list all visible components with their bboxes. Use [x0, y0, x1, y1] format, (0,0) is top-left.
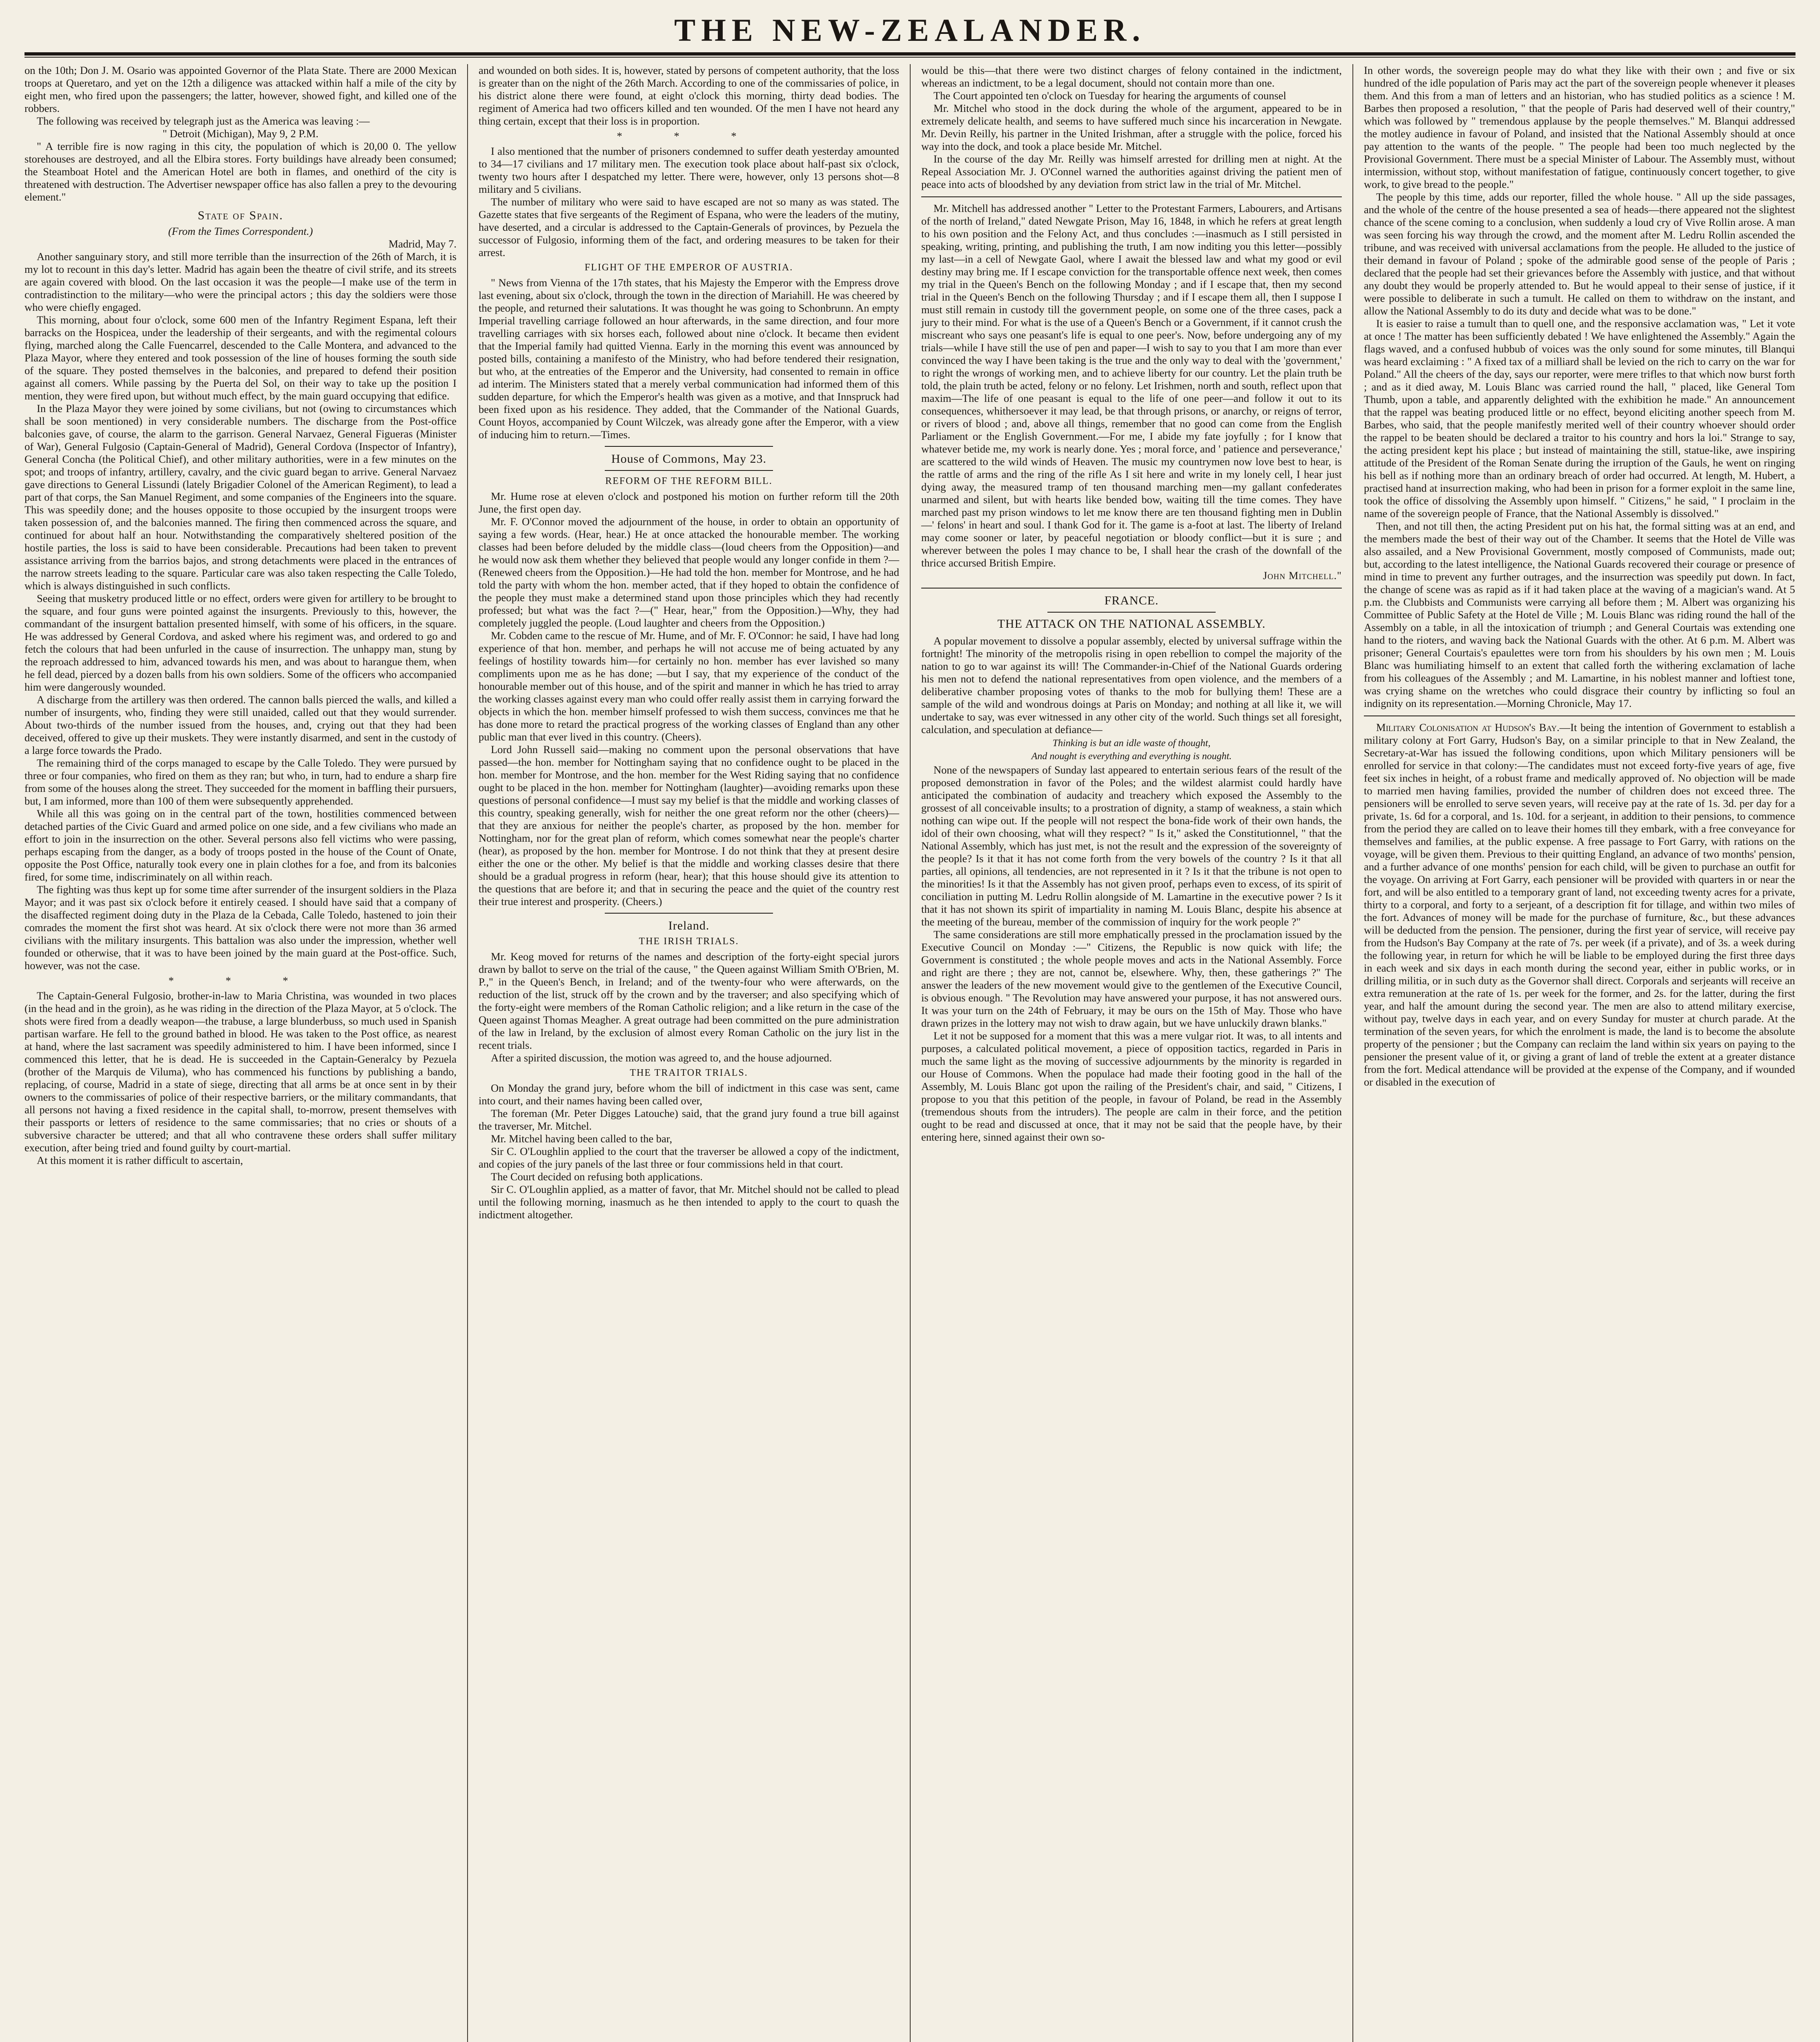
paragraph: The number of military who were said to have escaped are not so many as was stated. The Gazette states that five sergeants of the Regiment of Espana, who were the leaders of the mutiny, have deserted, and a circular is addressed to the Captain-Generals of provinces, by Pezuela the successor of Fulgosio, informing them of the fact, and ordering measures to be taken for their arrest. [479, 196, 899, 259]
dateline: Madrid, May 7. [388, 238, 457, 250]
paragraph: and wounded on both sides. It is, however, stated by persons of competent authority, that the loss is greater than on the night of the 26th March. According to one of the commissaries of police, in his district alone there were found, at eight o'clock this morning, thirty dead bodies. The regiment of America had two officers killed and ten wounded. Of the men I have not heard any thing certain, except that their loss is in proportion. [479, 64, 899, 127]
paragraph: I also mentioned that the number of prisoners condemned to suffer death yesterday amounted to 34—17 civilians and 17 military men. The execution took place about half-past six o'clock, twenty two hours after I despatched my letter. There were, however, only 13 persons shot—8 military and 5 civilians. [479, 145, 899, 195]
paragraph: Seeing that musketry produced little or no effect, orders were given for artillery to be brought to the square, and four guns were pointed against the insurgents. Previously to this, however, the commandant of the insurgent battalion presented himself, with some of his officers, in the square. He was addressed by General Cordova, and asked where his regiment was, and ordered to go and fetch the colours that had been unfurled in the cause of insurrection. The unhappy man, stung by the reproach addressed to him, advanced towards his men, and was about to harangue them, when he fell dead, pierced by a dozen balls from his own soldiers. Some of the officers who accompanied him were dangerously wounded. [25, 592, 457, 693]
paragraph: " News from Vienna of the 17th states, that his Majesty the Emperor with the Empress drove last evening, about six o'clock, through the town in the direction of Mariahill. He was cheered by the people, and returned their salutations. It was thought he was going to Schonbrunn. An empty Imperial travelling carriage followed an hour afterwards, in the same direction, and four more travelling carriages with six horses each, followed about nine o'clock. It became then evident that the Imperial family had quitted Vienna. Early in the morning this event was announced by posted bills, containing a manifesto of the Ministry, who had before tendered their resignation, but who, at the entreaties of the Emperor and the University, had consented to remain in office ad interim. The Ministers stated that a merely verbal communication had informed them of this sudden departure, for which the Emperor's health was given as a motive, and that Innspruck had been fixed upon as his residence. They added, that the Commander of the National Guards, Count Hoyos, accompanied by Count Wilczek, was already gone after the Emperor, with a view of inducing him to return.—Times. [479, 276, 899, 441]
section-rule [921, 588, 1342, 589]
columns [25, 64, 1795, 2042]
dateline: " Detroit (Michigan), May 9, 2 P.M. [163, 127, 319, 140]
paragraph: Mr. Keog moved for returns of the names and description of the forty-eight special jurors drawn by ballot to serve on the trial of the cause, " the Queen against William Smith O'Brien, M. P.," in the Queen's Bench, in Ireland; and of the twenty-four who were afterwards, on the reduction of the list, struck off by the crown and by the traverser; and also specifying which of the forty-eight were members of the Roman Catholic religion; and a like return in the case of the Queen against Thomas Meagher. A great outrage had been committed on the pure administration of the law in Ireland, by the exclusion of almost every Roman Catholic on the jury list in the recent trials. [479, 950, 899, 1051]
section-subheading: REFORM OF THE REFORM BILL. [605, 476, 773, 486]
paragraph: Then, and not till then, the acting President put on his hat, the formal sitting was at an end, and the members made the best of their way out of the Chamber. It seems that the Hotel de Ville was also assailed, and a New Provisional Government, mostly composed of Communists, made out; but, according to the latest intelligence, the National Guards recovered their courage or presence of mind in time to prevent any further outrages, and the insurrection was speedily put down. In fact, the change of scene was as rapid as if it had taken place at the waving of a magician's wand. At 5 p.m. the Clubbists and Communists were carrying all before them ; M. Albert was organizing his Committee of Public Safety at the Hotel de Ville ; M. Louis Blanc was riding round the hall of the Assembly on a table, in all the intoxication of triumph ; and General Courtais was extending one hand to the rioters, and waving back the National Guards with the other. At 6 p.m. M. Albert was prisoner; General Courtais's epaulettes were torn from his shoulders by his own men ; M. Louis Blanc was humiliating himself to an extent that called forth the withering exclamation of lache from his colleagues of the Assembly ; and M. Lamartine, in his noblest manner and loftiest tone, was crying shame on the wretches who could disgrace their country by inflicting so foul an indignity on its representation.—Morning Chronicle, May 17. [1364, 520, 1795, 709]
stars-separator: * * * [168, 974, 313, 987]
paragraph: Mr. F. O'Connor moved the adjournment of the house, in order to obtain an opportunity of saying a few words. (Hear, hear.) He at once attacked the honourable member. The working classes had been before deluded by the middle class—(loud cheers from the Opposition)—and he would now ask them whether they believed that people would any longer confide in them ?—(Renewed cheers from the Opposition.)—He had told the hon. member for Montrose, and he had told the party with whom the hon. member acted, that if they hoped to obtain the confidence of the people they must make a determined stand upon those principles which they had recently professed; but what was the fact ?—(" Hear, hear," from the Opposition.)—Why, they had completely juggled the people. (Loud laughter and cheers from the Opposition.) [479, 515, 899, 629]
article-title: THE ATTACK ON THE NATIONAL ASSEMBLY. [997, 617, 1266, 631]
masthead-rule-thin [25, 57, 1795, 58]
paragraph: on the 10th; Don J. M. Osario was appointed Governor of the Plata State. There are 2000 Mexican troops at Queretaro, and yet on the 12th a diligence was attacked within half a mile of the city by eight men, who fired upon the passengers; the latter, however, showed fight, and killed one of the robbers. [25, 64, 457, 114]
section-subheading: THE TRAITOR TRIALS. [630, 1068, 748, 1078]
paragraph: In the Plaza Mayor they were joined by some civilians, but not (owing to circumstances which shall be soon mentioned) in very considerable numbers. The discharge from the Post-office balconies gave, of course, the alarm to the garrison. General Narvaez, General Figueras (Minister of War), General Fulgosio (Captain-General of Madrid), General Cordova (Inspector of Infantry), General Concha (the Political Chief), and other military authorities, were in a few minutes on the spot; and troops of infantry, artillery, cavalry, and the civic guard began to arrive. General Narvaez gave directions to General Lissundi (lately Brigadier Colonel of the American Regiment), to lead a part of that corps, the San Manuel Regiment, and some companies of the Engineers into the square. This was speedily done; and the houses opposite to those occupied by the insurgent troops were taken possession of, and the balconies manned. The firing then commenced across the square, and continued for about half an hour. Notwithstanding the comparatively sheltered position of the hostile parties, the loss is said to have been considerable. Precautions had been taken to prevent assistance arriving from the barrios bajos, and strong detachments were placed in the entrances of the narrow streets leading to the square. Particular care was also taken respecting the Calle Toledo, which is always distinguished in such conflicts. [25, 402, 457, 592]
column-1 [25, 64, 467, 2042]
paragraph: would be this—that there were two distinct charges of felony contained in the indictment, whereas an indictment, to be a legal document, should not contain more than one. [921, 64, 1342, 89]
paragraph: After a spirited discussion, the motion was agreed to, and the house adjourned. [491, 1052, 832, 1064]
paragraph: The same considerations are still more emphatically pressed in the proclamation issued by the Executive Council on Monday :—" Citizens, the Republic is now quick with life; the Government is constituted ; the whole people moves and acts in the National Assembly. Force and right are there ; they are not, cannot be, elsewhere. Why, then, these gatherings ?" The answer the leaders of the new movement would give to the gentlemen of the Executive Council, is obvious enough. " The Revolution may have answered your purpose, it has not answered ours. It was your turn on the 24th of February, it may be ours on the 15th of May. Those who have drawn prizes in the lottery may not wish to draw again, but we have unluckily drawn blanks." [921, 928, 1342, 1029]
paragraph: In other words, the sovereign people may do what they like with their own ; and five or six hundred of the idle population of Paris may act the part of the sovereign people whenever it pleases them. And this from a man of letters and an historian, who has studied politics as a science ! M. Barbes then proposed a resolution, " that the people of Paris had deserved well of their country," which was followed by " tremendous applause by the people themselves." M. Blanqui addressed the motley audience in favour of Poland, and insisted that the National Assembly should at once pay attention to the wants of the people. " The people had been too much neglected by the Provisional Government. There must be a special Minister of Labour. The Assembly must, without intermission, without stop, without manifestation of fatigue, continuously concert together, to give work, to give bread to the people." [1364, 64, 1795, 190]
paragraph: Sir C. O'Loughlin applied to the court that the traverser be allowed a copy of the indictment, and copies of the jury panels of the last three or four commissions held in that court. [479, 1145, 899, 1170]
section-rule [605, 446, 773, 447]
quote-line: Thinking is but an idle waste of thought, [1052, 738, 1211, 749]
paragraph: Mr. Mitchell has addressed another " Letter to the Protestant Farmers, Labourers, and Artisans of the north of Ireland," dated Newgate Prison, May 16, 1848, in which he refers at great length to his own position and the Felony Act, and thus concludes :—inasmuch as I still persisted in speaking, writing, printing, and publishing the truth, I am now inditing you this letter—possibly my last—in a cell of Newgate Gaol, where I await the blessed law and what my good or evil destiny may bring me. If I escape conviction for the transportable offence next week, then comes my trial in the Queen's Bench on the following Monday ; and if I escape that, then my second trial in the Queen's Bench on the following Thursday ; and if I escape them all, then I suppose I must still remain in custody till the government people, on some one of the three cases, pack a jury to their mind. For what is the use of a Queen's Bench or a Government, if it cannot crush the miscreant who says one peasant's life is equal to one peer's. Now, before undergoing any of my trials—while I have still the use of pen and paper—I wish to say to you that I am more than ever convinced the way I have been taking is the true and the only way to deal with the 'government,' to right the wrongs of working men, and to achieve liberty for our country. Let the plain truth be told, the plain truth be acted, felony or no felony. Let Irishmen, north and south, reflect upon that maxim—The life of one peasant is equal to the life of one peer—and follow it out to its consequences, whithersoever it may lead, be that through prisons, or anarchy, or reigns of terror, or rivers of blood ; and, above all things, remember that no good can come from the English Parliament or the English Government.—For me, I abide my fate joyfully ; for I know that whatever betide me, my work is nearly done. Yes ; moral force, and ' patience and perseverance,' are scattered to the wild winds of Heaven. The music my countrymen now love best to hear, is the rattle of arms and the ring of the rifle As I sit here and write in my lonely cell, I hear just dying away, the measured tramp of ten thousand marching men—my gallant confederates unarmed and silent, but with hearts like bended bow, waiting till the time comes. They have marched past my prison windows to let me know there are ten thousand fighting men in Dublin—' felons' in heart and soul. I thank God for it. The game is a-foot at last. The liberty of Ireland may come sooner or later, by peaceful negotiation or bloody conflict—but it is sure ; and wherever between the poles I may chance to be, I shall hear the crash of the downfall of the thrice accursed British Empire. [921, 202, 1342, 569]
paragraph: The Court appointed ten o'clock on Tuesday for hearing the arguments of counsel [933, 89, 1286, 102]
paragraph: This morning, about four o'clock, some 600 men of the Infantry Regiment Espana, left their barracks on the Hospicea, under the leadership of their sergeants, and with the regimental colours flying, marched along the Calle Fuencarrel, descended to the Calle Montera, and advanced to the Plaza Mayor, where they entered and took possession of the line of houses forming the south side of the square. They posted themselves in the balconies, and prepared to defend their position against all comers. While passing by the Puerta del Sol, on their way to take up the position I mention, they were fired upon, but without much effect, by the main guard occupying that edifice. [25, 314, 457, 402]
run-in-heading: Military Colonisation at Hudson's Bay.— [1376, 721, 1571, 733]
section-heading: House of Commons, May 23. [611, 452, 766, 466]
paragraph: The foreman (Mr. Peter Digges Latouche) said, that the grand jury found a true bill against the traverser, Mr. Mitchel. [479, 1107, 899, 1132]
paragraph: The Captain-General Fulgosio, brother-in-law to Maria Christina, was wounded in two places (in the head and in the groin), as he was riding in the direction of the Plaza Mayor, at 5 o'clock. The shots were fired from a deadly weapon—the trabuse, a large blunderbuss, so much used in Spanish partisan warfare. He fell to the ground bathed in blood. He was taken to the Post office, as nearest at hand, where the last sacrament was speedily administered to him. I have been informed, since I commenced this letter, that he is dead. He is succeeded in the Captain-Generalcy by Pezuela (brother of the Marquis de Viluma), who has commenced his functions by publishing a bando, replacing, of course, Madrid in a state of siege, directing that all arms be at once sent in by their owners to the commissaries of police of their respective barriers, or the military commandants, that all persons not having a fixed residence in the capital shall, to-morrow, present themselves with their passports or letters of residence to the same commissaries; that no cries or shouts of a subversive character be uttered; and that all who contravene these orders shall suffer military execution, after being tried and found guilty by court-martial. [25, 990, 457, 1154]
paragraph-text: It being the intention of Government to establish a military colony at Fort Garry, Hudson's Bay, on a similar principle to that in New Zealand, the Secretary-at-War has issued the following conditions, upon which Military pensioners will be enrolled for service in that colony:—The candidates must not exceed forty-five years of age, five feet six inches in height, of a robust frame and medically approved of. No objection will be made to married men having families, provided the number of children does not exceed three. The pensioners will be enrolled to serve seven years, will receive pay at the rate of 1s. 3d. per day for a private, 1s. 6d for a corporal, and 1s. 10d. for a serjeant, in addition to their pensions, to commence from the period they are called on to leave their homes till they embark, with a free conveyance for themselves and families, at the public expense. A free passage to Fort Garry, with rations on the voyage, will be given them. Previous to their quitting England, an advance of two months' pension, and a further advance of one months' pension for each child, will be given to purchase an outfit for the voyage. On arriving at Fort Garry, each pensioner will be provided with quarters in or near the fort, and will be also entitled to a temporary grant of land, not exceeding twenty acres for a private, thirty to a corporal, and forty to a serjeant, of a description fit for tillage, and within two miles of the fort. Advances of money will be made for the purchase of furniture, &c., but these advances will be deducted from the pension. The pensioner, during the first year of service, will receive pay from the Hudson's Bay Company at the rate of 7s. per week (if a private), and of 3s. a week during the following year, in return for which he will be liable to be employed during the first three days in each week and six days in each month during the second year, either in public works, or in drilling militia, or in such duty as the Governor shall direct. Corporals and serjeants will receive an extra remuneration at the rate of 1s. per week for the former, and 2s. for the latter, during the first year, and half the amount during the second year. The men are also to attend military exercise, without pay, twelve days in each year, and on every Sunday for muster at church parade. At the termination of the seven years, for which the enrolment is made, the land is to become the absolute property of the pensioner ; but the Company can reclaim the land within six years on paying to the pensioner the present value of it, or giving a grant of land of treble the extent at a greater distance from the fort. Medical attendance will be provided at the expense of the Company, and if wounded or disabled in the execution of [1364, 721, 1795, 1088]
column-3 [910, 64, 1352, 2042]
paragraph: While all this was going on in the central part of the town, hostilities commenced between detached parties of the Civic Guard and armed police on one side, and a few civilians who made an effort to join in the insurrection on the other. Several persons also fell victims who were passing, perhaps escaping from the danger, as a body of troops posted in the house of the Count of Onate, opposite the Post Office, naturally took every one in plain clothes for a foe, and from its balconies fired, for some time, indiscriminately on all within reach. [25, 807, 457, 883]
paragraph: Another sanguinary story, and still more terrible than the insurrection of the 26th of March, it is my lot to recount in this day's letter. Madrid has again been the theatre of civil strife, and its streets are again covered with blood. On the last occasion it was the people—I make use of the term in contradistinction to the military—who were the principal actors ; this day the soldiers were those who were chiefly engaged. [25, 250, 457, 313]
paragraph [1364, 721, 1795, 1088]
paragraph: The following was received by telegraph just as the America was leaving :— [37, 115, 370, 127]
section-rule [1047, 612, 1216, 613]
paragraph: A discharge from the artillery was then ordered. The cannon balls pierced the walls, and killed a number of insurgents, who, finding they were still unaided, called out that they would surrender. About two-thirds of the number issued from the houses, and, crying out that they had been deceived, offered to give up their muskets. They were instantly disarmed, and sent in the custody of a large force towards the Prado. [25, 693, 457, 756]
paragraph: The people by this time, adds our reporter, filled the whole house. " All up the side passages, and the whole of the centre of the house presented a sea of heads—there appeared not the slightest chance of the scene coming to a conclusion, when suddenly a loud cry of Vive Rollin arose. A man was seen forcing his way through the crowd, and the moment after M. Ledru Rollin ascended the tribune, and was received with universal acclamations from the people. He alluded to the justice of their demand in favour of Poland ; spoke of the admirable good sense of the people of Paris ; declared that the people had set their grievances before the Assembly with justice, and that without any doubt they would be properly attended to. But he would appeal to their sense of justice, if it were possible to deliberate in such a tumult. He called on them to withdraw on the instant, and allow the National Assembly to do its duty and decide what was to be done." [1364, 191, 1795, 317]
paragraph: Lord John Russell said—making no comment upon the personal observations that have passed—the hon. member for Nottingham saying that no confidence ought to be placed in the hon. member for Montrose, and the hon. member for the West Riding saying that no confidence ought to be placed in the hon. member for Nottingham (laughter)—avoiding remarks upon these questions of personal confidence—I must say my belief is that the middle and working classes of this country, speaking generally, wish for neither the one great reform nor the other (cheers)—that they are anxious for neither the people's charter, as proposed by the hon. member for Nottingham, nor for the great plan of reform, which comes somewhat near the people's charter (hear), as proposed by the hon. member for Montrose. I do not think that they at present desire either the one or the other. My belief is that the middle and working classes desire that there should be a gradual progress in reform (hear, hear); that this house should give its attention to the questions that are before it; and that in securing the peace and the quiet of the country rest their true interest and prosperity. (Cheers.) [479, 743, 899, 907]
section-heading: FRANCE. [1104, 594, 1159, 607]
paragraph: Mr. Hume rose at eleven o'clock and postponed his motion on further reform till the 20th June, the first open day. [479, 490, 899, 515]
section-subheading: FLIGHT OF THE EMPEROR OF AUSTRIA. [584, 262, 793, 273]
paragraph: Mr. Mitchel who stood in the dock during the whole of the argument, appeared to be in extremely delicate health, and seems to have suffered much since his incarceration in Newgate. Mr. Devin Reilly, his partner in the United Irishman, after a struggle with the police, forced his way into the dock, and took a place beside Mr. Mitchel. [921, 102, 1342, 152]
column-2 [467, 64, 910, 2042]
masthead-rule-thick [25, 52, 1795, 56]
paragraph: A popular movement to dissolve a popular assembly, elected by universal suffrage within the fortnight! The minority of the metropolis rising in open rebellion to compel the majority of the nation to go to war against its will! The Commander-in-Chief of the National Guards ordering his men not to defend the national representatives from open violence, and the members of a deliberative chamber proposing votes of thanks to the mob for bullying them! These are a sample of the wild and wondrous doings at Paris on Monday; and nothing at all like it, we will undertake to say, was ever witnessed in any other city of the world. Such things set all foresight, calculation, and speculation at defiance— [921, 635, 1342, 736]
column-4 [1352, 64, 1795, 2042]
section-rule [605, 913, 773, 914]
paragraph: " A terrible fire is now raging in this city, the population of which is 20,00 0. The yellow storehouses are destroyed, and all the Elbira stores. Forty buildings have already been consumed; the Steamboat Hotel and the American Hotel are both in flames, and onethird of the city is threatened with destruction. The Advertiser newspaper office has also fallen a prey to the devouring element." [25, 140, 457, 203]
section-rule [605, 470, 773, 471]
paragraph: Let it not be supposed for a moment that this was a mere vulgar riot. It was, to all intents and purposes, a calculated political movement, a piece of opposition tactics, regarded in Paris in much the same light as the moving of successive adjournments by the minority is regarded in our House of Commons. When the populace had made their footing good in the hall of the Assembly, M. Louis Blanc got upon the railing of the President's chair, and said, " Citizens, I propose to you that this petition of the people, in favour of Poland, be read in the Assembly (tremendous shouts from the intruders). The people are calm in their force, and the petition ought to be read and discussed at once, that it may not be said that the people have, by their entering here, sinned against their own so- [921, 1030, 1342, 1143]
masthead: THE NEW-ZEALANDER. [674, 12, 1146, 48]
section-rule [921, 196, 1342, 197]
section-heading: State of Spain. [198, 209, 283, 222]
stars-separator: * * * [617, 130, 761, 142]
paragraph: In the course of the day Mr. Reilly was himself arrested for drilling men at night. At the Repeal Association Mr. J. O'Connel warned the authorities against driving the patient men of peace into acts of bloodshed by any deviation from strict law in the trial of Mr. Mitchel. [921, 153, 1342, 190]
paragraph: Mr. Mitchel having been called to the bar, [491, 1132, 673, 1145]
section-heading: Ireland. [668, 919, 710, 932]
quote-line: And nought is everything and everything is nought. [1031, 751, 1232, 762]
paragraph: The fighting was thus kept up for some time after surrender of the insurgent soldiers in the Plaza Mayor; and it was past six o'clock before it entirely ceased. I should have said that a company of the disaffected regiment doing duty in the Plaza de la Cebada, Calle Toledo, hastened to join their comrades the moment the first shot was heard. At six o'clock there were not more than 36 armed civilians with the military insurgents. This battalion was also under the impression, whether well founded or otherwise, that it was to have been joined by the main guard at the Post-office. Such, however, was not the case. [25, 883, 457, 972]
signature: John Mitchell." [1263, 569, 1342, 582]
paragraph: Sir C. O'Loughlin applied, as a matter of favor, that Mr. Mitchel should not be called to plead until the following morning, inasmuch as he then intended to apply to the court to quash the indictment altogether. [479, 1183, 899, 1221]
section-subheading: THE IRISH TRIALS. [639, 936, 739, 947]
paragraph: On Monday the grand jury, before whom the bill of indictment in this case was sent, came into court, and their names having been called over, [479, 1082, 899, 1107]
paragraph: At this moment it is rather difficult to ascertain, [37, 1154, 243, 1166]
section-subheading: (From the Times Correspondent.) [168, 225, 313, 237]
paragraph: Mr. Cobden came to the rescue of Mr. Hume, and of Mr. F. O'Connor: he said, I have had long experience of that hon. member, and perhaps he will not accuse me of being actuated by any feelings of hostility towards him—for certainly no hon. member has ever lavished so many compliments upon me as he has done; —but I say, that my experience of the conduct of the honourable member out of this house, and of the spirit and manner in which he has tried to array the working classes against every man who could offer really assist them in carrying forward the objects in which the hon. member himself professed to wish them success, convinces me that he has done more to retard the practical progress of the working classes of England than any other public man that ever lived in this country. (Cheers). [479, 629, 899, 743]
paragraph: It is easier to raise a tumult than to quell one, and the responsive acclamation was, " Let it vote at once ! The matter has been sufficiently debated ! We have enlightened the Assembly." Again the flags waved, and a confused hubbub of voices was the only sound for some minutes, till Blanqui was heard exclaiming : " A fixed tax of a milliard shall be levied on the rich to carry on the war for Poland." All the cheers of the day, says our reporter, were mere trifles to that which now burst forth ; and as it died away, M. Louis Blanc was carried round the hall, " placed, like General Tom Thumb, upon a table, and apparently delighted with the exhibition he made." An announcement that the rappel was beating produced little or no effect, beyond eliciting another speech from M. Barbes, who said, that the people manifestly merited well of their country whoever should order the rappel to be beaten should be declared a traitor to his country and hors la loi." Strange to say, the acting president kept his place ; but instead of maintaining the still, statue-like, awe inspiring attitude of the President of the Roman Senate during the irruption of the Gauls, he went on ringing his bell as if nothing more than an ordinary breach of order had occurred. At length, M. Hubert, a practised hand at insurrection making, who had been in prison for a former exploit in the same line, took the office of dissolving the Assembly upon himself. " Citizens," he said, " I proclaim in the name of the sovereign people of France, that the National Assembly is dissolved." [1364, 317, 1795, 519]
paragraph: The remaining third of the corps managed to escape by the Calle Toledo. They were pursued by three or four companies, who fired on them as they ran; but who, in turn, had to endure a sharp fire from some of the houses along the street. They succeeded for the moment in baffling their pursuers, but, I am informed, more than 100 of them were subsequently apprehended. [25, 757, 457, 807]
paragraph: The Court decided on refusing both applications. [491, 1170, 703, 1183]
paragraph: None of the newspapers of Sunday last appeared to entertain serious fears of the result of the proposed demonstration in favor of the Poles; and the wildest alarmist could hardly have anticipated the combination of audacity and treachery which exposed the Assembly to the grossest of all conceivable insults; to a prostration of dignity, a stamp of weakness, a stain which nothing can wipe out. If the people will not respect the bona-fide work of their own hands, the idol of their own choosing, what will they respect? " Is it," asked the Constitutionnel, " that the National Assembly, which has just met, is not the result and the expression of the sovereignty of the people? Is it that it has not come forth from the very bowels of the country ? Is it that all parties, all opinions, all tendencies, are not represented in it ? Is it that the tribune is not open to the minorities! Is it that the Assembly has not given proof, perhaps even to excess, of its spirit of conciliation in putting M. Ledru Rollin alongside of M. Lamartine in the executive power ? Is it that it has not shown its spirit of impartiality in naming M. Louis Blanc, despite his absence at the meeting of the bureau, member of the commission of inquiry for the work people ?" [921, 764, 1342, 928]
